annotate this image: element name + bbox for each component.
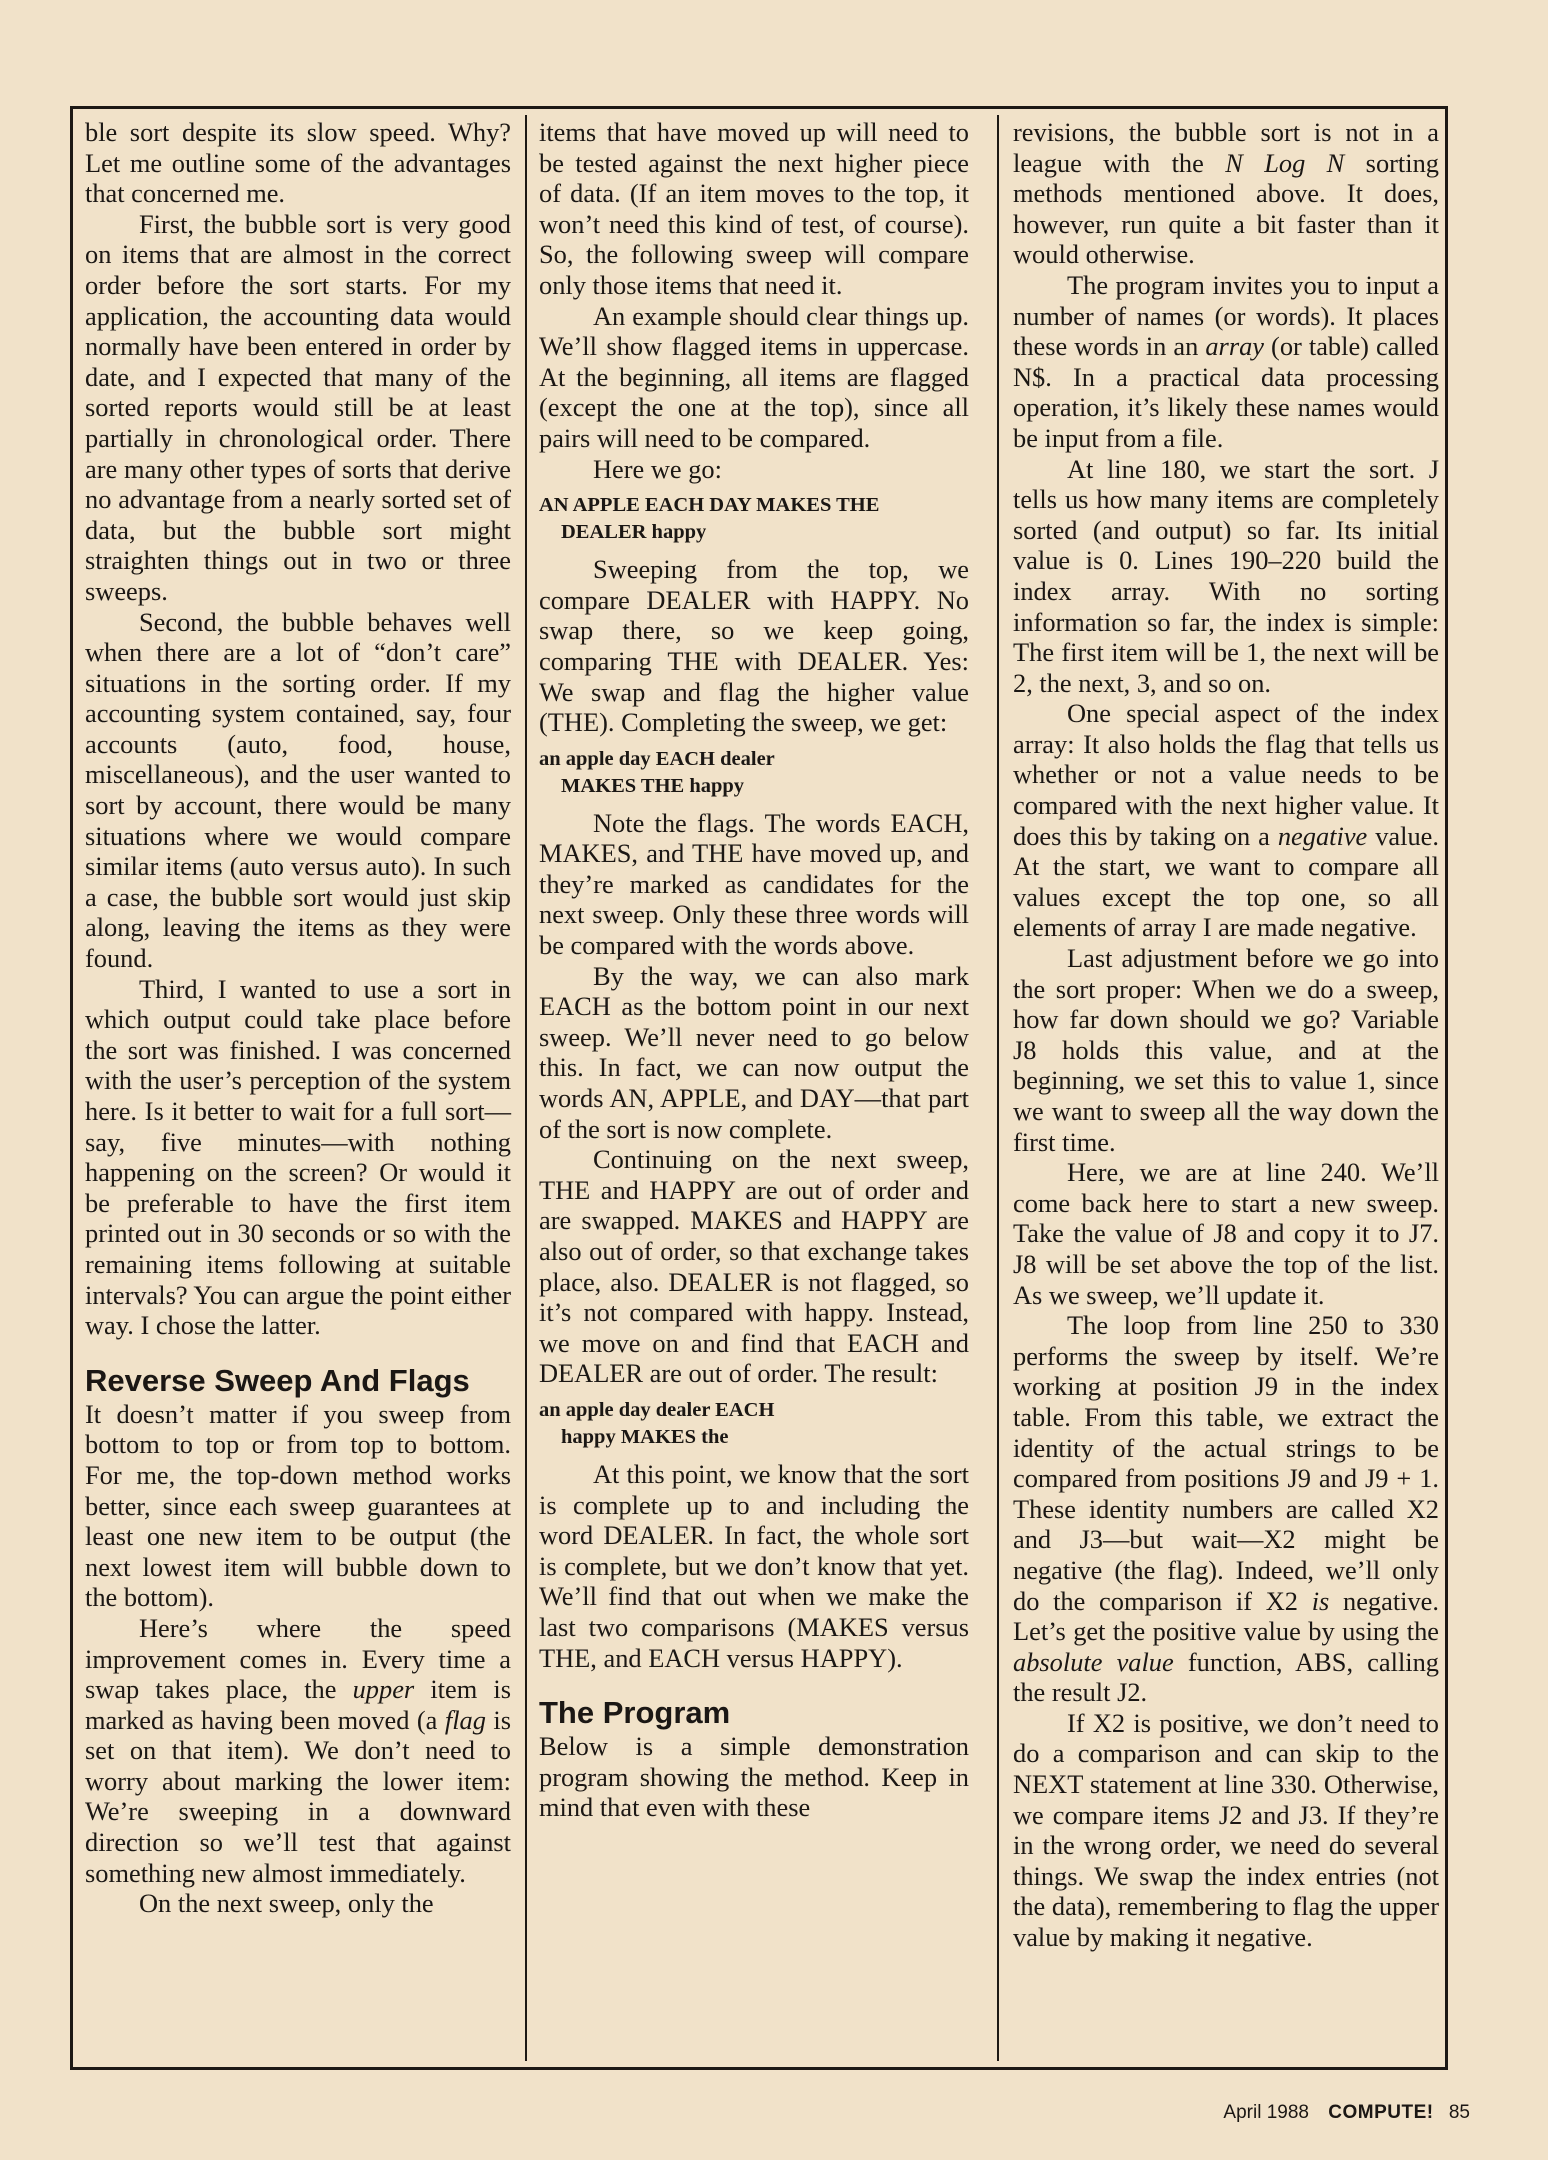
magazine-name: COMPUTE! xyxy=(1328,2102,1434,2123)
section-heading: The Program xyxy=(539,1695,731,1731)
page-footer xyxy=(1210,2102,1470,2124)
paragraph: The program invites you to input a number of names (or words). It places these words in an array (or table) called N$. In a practical data processing operation, it’s likely these names would be input from a file. xyxy=(1013,269,1440,453)
paragraph: At line 180, we start the sort. J tells us how many items are completely sorted (and output) so far. Its initial value is 0. Lines 190–220 build the index array. With no sorting information so far, the index is simple: The first item will be 1, the next will be 2, the next, 3, and so on. xyxy=(1013,453,1439,698)
paragraph: Second, the bubble behaves well when there are a lot of “don’t care” situations in the sorting order. If my accounting system contained, say, four accounts (auto, food, house, miscellaneous), and the user wanted to sort by account, there would be many situations where we would compare similar items (auto versus auto). In such a case, the bubble sort would just skip along, leaving the items as they were found. xyxy=(85,606,511,974)
article-frame xyxy=(70,106,1448,2070)
column-1 xyxy=(85,117,511,2063)
paragraph: First, the bubble sort is very good on items that are almost in the correct order before the sort starts. For my application, the accounting data would normally have been entered in order by date, and I expected that many of the sorted reports would still be at least partially in chronological order. There are many other types of sorts that derive no advantage from a nearly sorted set of data, but the bubble sort might straighten things out in two or three sweeps. xyxy=(85,208,511,606)
column-2 xyxy=(539,117,969,2063)
paragraph: The loop from line 250 to 330 performs the sweep by itself. We’re working at position J9 in the index table. From this table, we extract the identity of the actual strings to be compared from positions J9 and J9 + 1. These identity numbers are called X2 and J3—but wait—X2 might be negative (the flag). Indeed, we’ll only do the comparison if X2 is negative. Let’s get the positive value by using the absolute value function, ABS, calling the result J2. xyxy=(1013,1310,1439,1708)
paragraph: One special aspect of the index array: It also holds the flag that tells us whether or not a value needs to be compared with the next higher value. It does this by taking on a negative value. At the start, we want to compare all values except the top one, so all elements of array I are made negative. xyxy=(1013,698,1439,943)
paragraph: On the next sweep, only the xyxy=(139,1888,434,1919)
paragraph: Here’s where the speed improvement comes in. Every time a swap takes place, the upper item is marked as having been moved (a flag is set on that item). We don’t need to worry about marking the lower item: We’re sweeping in a downward direction so we’ll test that against something new almost immediately. xyxy=(85,1612,512,1888)
column-divider xyxy=(525,115,527,2061)
paragraph: revisions, the bubble sort is not in a league with the N Log N sorting methods mentioned above. It does, however, run quite a bit faster than it would otherwise. xyxy=(1013,117,1439,270)
issue-date: April 1988 xyxy=(1223,2102,1309,2123)
paragraph: Here, we are at line 240. We’ll come back here to start a new sweep. Take the value of J8 and copy it to J7. J8 will be set above the top of the list. As we sweep, we’ll update it. xyxy=(1013,1157,1439,1310)
example-sequence: an apple day dealer EACH happy MAKES the xyxy=(539,1398,775,1448)
paragraph: ble sort despite its slow speed. Why? Let me outline some of the advantages that concerned me. xyxy=(85,117,511,209)
paragraph: If X2 is positive, we don’t need to do a comparison and can skip to the NEXT statement at line 330. Otherwise, we compare items J2 and J3. If they’re in the wrong order, we need do several things. We swap the index entries (not the data), remembering to flag the upper value by making it negative. xyxy=(1013,1707,1439,1953)
paragraph: At this point, we know that the sort is complete up to and including the word DEALER. In fact, the whole sort is complete, but we don’t know that yet. We’ll find that out when we make the last two comparisons (MAKES versus THE, and EACH versus HAPPY). xyxy=(539,1458,969,1673)
paragraph: Last adjustment before we go into the sort proper: When we do a sweep, how far down should we go? Variable J8 holds this value, and at the beginning, we set this to value 1, since we want to sweep all the way down the first time. xyxy=(1013,943,1439,1157)
paragraph: It doesn’t matter if you sweep from bottom to top or from top to bottom. For me, the top-down method works better, since each sweep guarantees at least one new item to be output (the next lowest item will bubble down to the bottom). xyxy=(85,1398,511,1613)
paragraph: Third, I wanted to use a sort in which output could take place before the sort was finished. I was concerned with the user’s perception of the system here. Is it better to wait for a full sort—say, five minutes—with nothing happening on the screen? Or would it be preferable to have the first item printed out in 30 seconds or so with the remaining items following at suitable intervals? You can argue the point either way. I chose the latter. xyxy=(85,973,511,1341)
paragraph: Continuing on the next sweep, THE and HAPPY are out of order and are swapped. MAKES and HAPPY are also out of order, so that exchange takes place, also. DEALER is not flagged, so it’s not compared with happy. Instead, we move on and find that EACH and DEALER are out of order. The result: xyxy=(539,1144,969,1389)
example-sequence: AN APPLE EACH DAY MAKES THE DEALER happy xyxy=(539,494,880,544)
paragraph: Here we go: xyxy=(593,453,722,484)
paragraph: Note the flags. The words EACH, MAKES, and THE have moved up, and they’re marked as candidates for the next sweep. Only these three words will be compared with the words above. xyxy=(539,807,969,961)
paragraph: Sweeping from the top, we compare DEALER with HAPPY. No swap there, so we keep going, comparing THE with DEALER. Yes: We swap and flag the higher value (THE). Completing the sweep, we get: xyxy=(539,554,969,738)
paragraph: Below is a simple demonstration program showing the method. Keep in mind that even with these xyxy=(539,1731,969,1823)
example-sequence: an apple day EACH dealer MAKES THE happy xyxy=(539,747,775,797)
paragraph: items that have moved up will need to be tested against the next higher piece of data. (If an item moves to the top, it won’t need this kind of test, of course). So, the following sweep will compare only those items that need it. xyxy=(539,117,969,300)
section-heading: Reverse Sweep And Flags xyxy=(85,1362,470,1398)
paragraph: An example should clear things up. We’ll show flagged items in uppercase. At the beginning, all items are flagged (except the one at the top), since all pairs will need to be compared. xyxy=(539,300,969,453)
paragraph: By the way, we can also mark EACH as the bottom point in our next sweep. We’ll never need to go below this. In fact, we can now output the words AN, APPLE, and DAY—that part of the sort is now complete. xyxy=(539,960,969,1144)
page-number: 85 xyxy=(1448,2102,1470,2123)
column-3 xyxy=(1013,117,1439,2063)
column-divider xyxy=(997,115,999,2061)
